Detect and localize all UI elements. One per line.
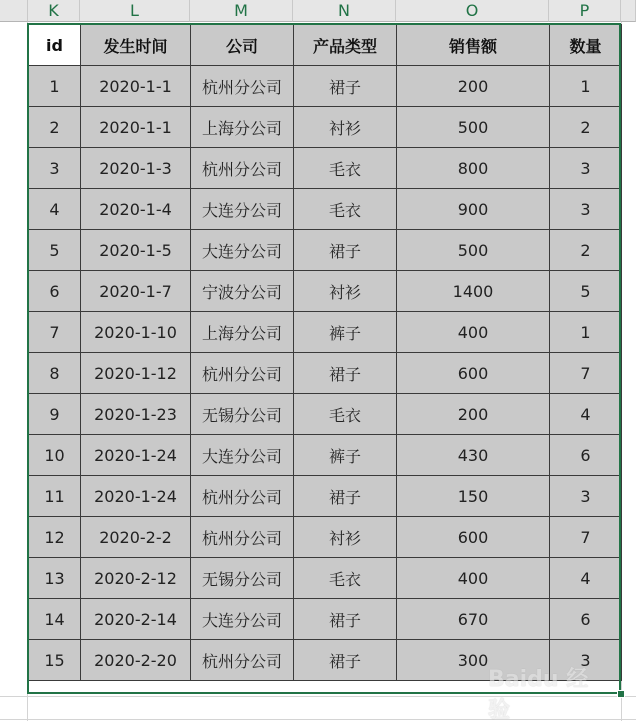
cell-sales[interactable]: 800 [397,148,550,189]
cell-product-type[interactable]: 毛衣 [294,394,397,435]
cell-sales[interactable]: 500 [397,230,550,271]
cell-time[interactable]: 2020-1-3 [81,148,191,189]
cell-time[interactable]: 2020-1-1 [81,66,191,107]
cell-company[interactable]: 杭州分公司 [191,476,294,517]
cell-sales[interactable]: 600 [397,517,550,558]
cell-time[interactable]: 2020-2-14 [81,599,191,640]
cell-product-type[interactable]: 衬衫 [294,271,397,312]
cell-id[interactable]: 8 [29,353,81,394]
cell-id[interactable]: 4 [29,189,81,230]
cell-company[interactable]: 无锡分公司 [191,558,294,599]
cell-id[interactable]: 7 [29,312,81,353]
cell-sales[interactable]: 670 [397,599,550,640]
cell-sales[interactable]: 200 [397,66,550,107]
corner-cell[interactable] [0,0,28,22]
cell-id[interactable]: 12 [29,517,81,558]
cell-company[interactable]: 大连分公司 [191,435,294,476]
cell-product-type[interactable]: 裙子 [294,476,397,517]
cell-sales[interactable]: 200 [397,394,550,435]
column-header-k[interactable]: K [28,0,80,22]
cell-company[interactable]: 大连分公司 [191,230,294,271]
table-row [29,558,622,599]
table-row [29,107,622,148]
cell-company[interactable]: 上海分公司 [191,312,294,353]
cell-quantity[interactable]: 7 [550,353,622,394]
cell-sales[interactable]: 600 [397,353,550,394]
table-row [29,189,622,230]
cell-time[interactable]: 2020-1-4 [81,189,191,230]
sales-table [28,24,622,681]
cell-product-type[interactable]: 毛衣 [294,189,397,230]
gridline [0,696,636,697]
header-cell-product-type[interactable]: 产品类型 [294,25,397,66]
cell-id[interactable]: 3 [29,148,81,189]
column-header-o[interactable]: O [396,0,549,22]
cell-product-type[interactable]: 裙子 [294,230,397,271]
table-row [29,353,622,394]
table-row [29,435,622,476]
cell-id[interactable]: 1 [29,66,81,107]
table-row [29,517,622,558]
table-row [29,599,622,640]
column-header-l[interactable]: L [80,0,190,22]
cell-product-type[interactable]: 毛衣 [294,148,397,189]
table-row [29,148,622,189]
table-row [29,394,622,435]
column-header-q[interactable] [621,0,636,22]
cell-id[interactable]: 6 [29,271,81,312]
cell-time[interactable]: 2020-1-24 [81,435,191,476]
cell-company[interactable]: 大连分公司 [191,189,294,230]
cell-quantity[interactable]: 6 [550,435,622,476]
cell-id[interactable]: 10 [29,435,81,476]
header-cell-company[interactable]: 公司 [191,25,294,66]
cell-sales[interactable]: 430 [397,435,550,476]
table-row [29,476,622,517]
cell-company[interactable]: 杭州分公司 [191,517,294,558]
cell-company[interactable]: 宁波分公司 [191,271,294,312]
cell-sales[interactable]: 400 [397,558,550,599]
watermark-text: Baidu 经验 [488,667,589,721]
cell-quantity[interactable]: 4 [550,558,622,599]
cell-id[interactable]: 13 [29,558,81,599]
header-cell-quantity[interactable]: 数量 [550,25,622,66]
cell-time[interactable]: 2020-1-1 [81,107,191,148]
cell-quantity[interactable]: 1 [550,66,622,107]
cell-company[interactable]: 杭州分公司 [191,66,294,107]
cell-id[interactable]: 5 [29,230,81,271]
header-row [29,25,622,66]
header-cell-id[interactable]: id [29,25,81,66]
column-header-p[interactable]: P [549,0,621,22]
cell-product-type[interactable]: 衬衫 [294,517,397,558]
cell-sales[interactable]: 400 [397,312,550,353]
table-row [29,230,622,271]
table-row [29,271,622,312]
cell-quantity[interactable]: 2 [550,230,622,271]
cell-company[interactable]: 杭州分公司 [191,353,294,394]
cell-time[interactable]: 2020-1-23 [81,394,191,435]
cell-product-type[interactable]: 裤子 [294,312,397,353]
cell-quantity[interactable]: 6 [550,599,622,640]
cell-quantity[interactable]: 7 [550,517,622,558]
cell-id[interactable]: 2 [29,107,81,148]
cell-time[interactable]: 2020-1-24 [81,476,191,517]
cell-sales[interactable]: 900 [397,189,550,230]
cell-time[interactable]: 2020-2-12 [81,558,191,599]
cell-quantity[interactable]: 2 [550,107,622,148]
header-cell-time[interactable]: 发生时间 [81,25,191,66]
gridline [0,719,636,720]
cell-company[interactable]: 杭州分公司 [191,148,294,189]
column-header-m[interactable]: M [190,0,293,22]
header-cell-sales[interactable]: 销售额 [397,25,550,66]
cell-quantity[interactable]: 3 [550,148,622,189]
cell-sales[interactable]: 300 [397,640,550,681]
cell-sales[interactable]: 500 [397,107,550,148]
column-header-n[interactable]: N [293,0,396,22]
cell-company[interactable]: 上海分公司 [191,107,294,148]
cell-id[interactable]: 11 [29,476,81,517]
cell-time[interactable]: 2020-1-7 [81,271,191,312]
cell-company[interactable]: 杭州分公司 [191,640,294,681]
cell-product-type[interactable]: 裙子 [294,640,397,681]
cell-product-type[interactable]: 裤子 [294,435,397,476]
cell-id[interactable]: 15 [29,640,81,681]
cell-quantity[interactable]: 3 [550,189,622,230]
cell-time[interactable]: 2020-2-2 [81,517,191,558]
cell-product-type[interactable]: 衬衫 [294,107,397,148]
cell-company[interactable]: 无锡分公司 [191,394,294,435]
cell-product-type[interactable]: 毛衣 [294,558,397,599]
cell-quantity[interactable]: 5 [550,271,622,312]
table-row [29,640,622,681]
cell-time[interactable]: 2020-1-10 [81,312,191,353]
table-row [29,66,622,107]
cell-product-type[interactable]: 裙子 [294,66,397,107]
cell-sales[interactable]: 150 [397,476,550,517]
cell-company[interactable]: 大连分公司 [191,599,294,640]
cell-quantity[interactable]: 3 [550,476,622,517]
cell-quantity[interactable]: 1 [550,312,622,353]
cell-time[interactable]: 2020-1-12 [81,353,191,394]
cell-quantity[interactable]: 4 [550,394,622,435]
cell-time[interactable]: 2020-2-20 [81,640,191,681]
cell-sales[interactable]: 1400 [397,271,550,312]
cell-quantity[interactable]: 3 [550,640,622,681]
cell-product-type[interactable]: 裙子 [294,599,397,640]
table-row [29,312,622,353]
fill-handle[interactable] [617,690,625,698]
cell-id[interactable]: 9 [29,394,81,435]
cell-product-type[interactable]: 裙子 [294,353,397,394]
cell-id[interactable]: 14 [29,599,81,640]
cell-time[interactable]: 2020-1-5 [81,230,191,271]
